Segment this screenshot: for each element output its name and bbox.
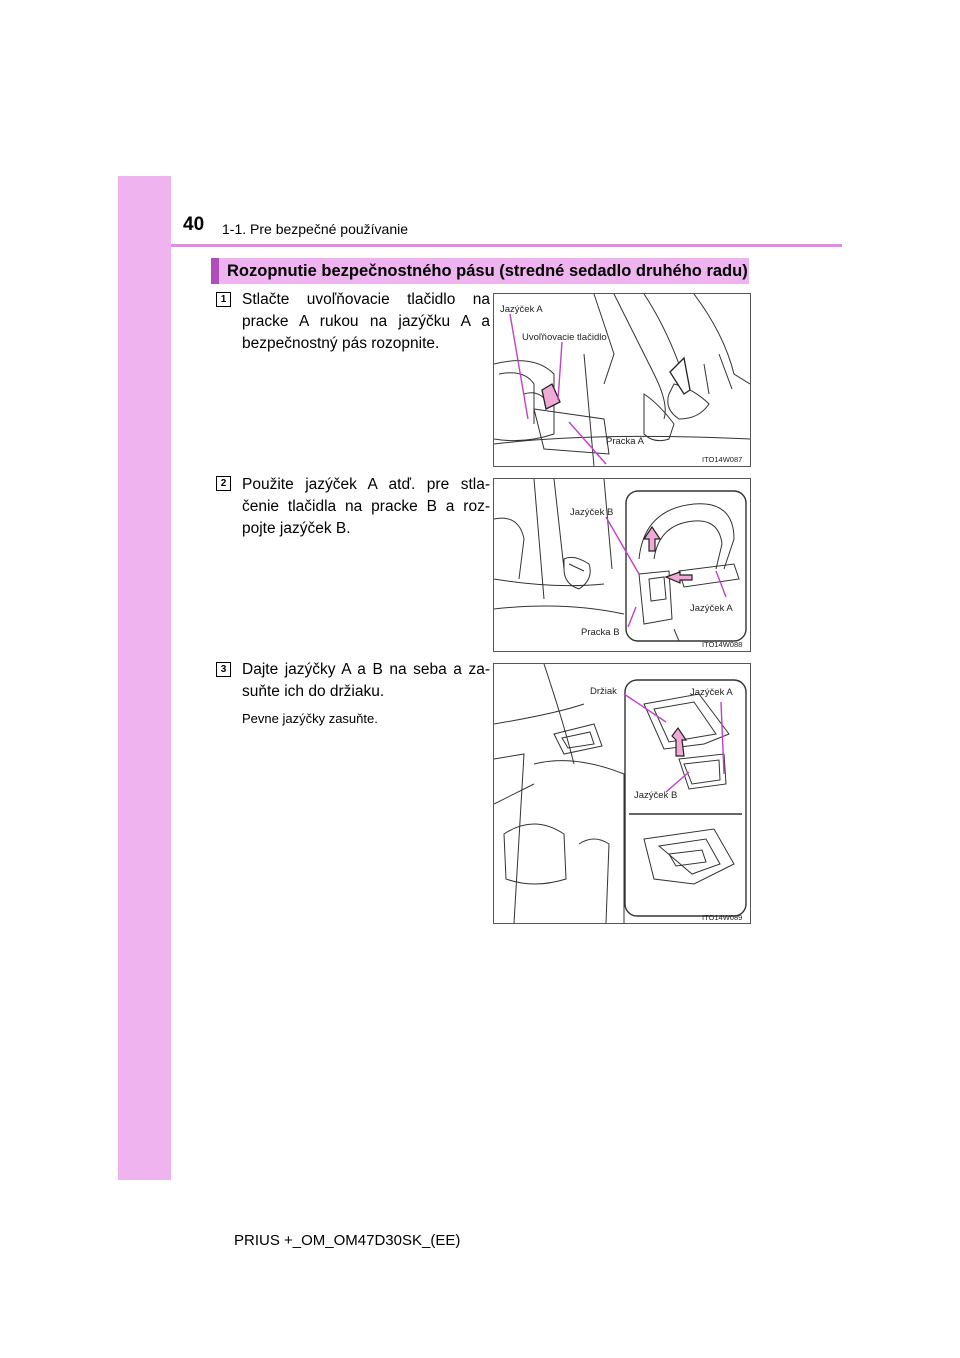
page-number: 40: [183, 214, 205, 235]
figure-3-label-1: Jazýček A: [690, 687, 733, 698]
figure-1-label-2: Pracka A: [606, 436, 645, 447]
figure-2-code: ITO14W088: [702, 640, 743, 649]
footer-document-code: PRIUS +_OM_OM47D30SK_(EE): [234, 1232, 461, 1249]
figure-1-label-0: Jazýček A: [500, 304, 543, 315]
step-number-3: 3: [216, 662, 231, 677]
figure-1-label-1: Uvoľňovacie tlačidlo: [522, 332, 607, 343]
figure-1-illustration: [494, 294, 750, 466]
chapter-title: 1-1. Pre bezpečné používanie: [222, 221, 409, 237]
section-header: [211, 258, 749, 284]
step-text-1: Stlačte uvoľňovacie tlačidlo na pracke A rukou na jazýčku A a bezpečnostný pás rozopnite.: [242, 291, 490, 352]
step-number-1: 1: [216, 292, 231, 307]
figure-2-label-2: Pracka B: [581, 627, 620, 638]
figure-3-label-0: Držiak: [590, 686, 617, 697]
figure-2-illustration: [494, 479, 750, 651]
figure-1-code: ITO14W087: [702, 455, 743, 464]
step-note-3: Pevne jazýčky zasuňte.: [242, 711, 378, 726]
figure-3-code: ITO14W089: [702, 913, 743, 922]
figure-step-2: [493, 478, 751, 652]
step-text-2: Použite jazýček A atď. pre stla-čenie tlačidla na pracke B a roz-pojte jazýček B.: [242, 476, 490, 537]
section-title: Rozopnutie bezpečnostného pásu (stredné sedadlo druhého radu): [227, 262, 748, 280]
figure-step-3: [493, 663, 751, 924]
figure-2-label-0: Jazýček B: [570, 507, 614, 518]
header-rule: [171, 244, 842, 247]
figure-3-label-2: Jazýček B: [634, 790, 678, 801]
figure-3-illustration: [494, 664, 750, 923]
step-number-2: 2: [216, 476, 231, 491]
figure-step-1: [493, 293, 751, 467]
figure-2-label-1: Jazýček A: [690, 603, 733, 614]
side-tab: [118, 176, 171, 1180]
step-text-3: Dajte jazýčky A a B na seba a za-suňte ich do držiaku.: [242, 661, 490, 700]
